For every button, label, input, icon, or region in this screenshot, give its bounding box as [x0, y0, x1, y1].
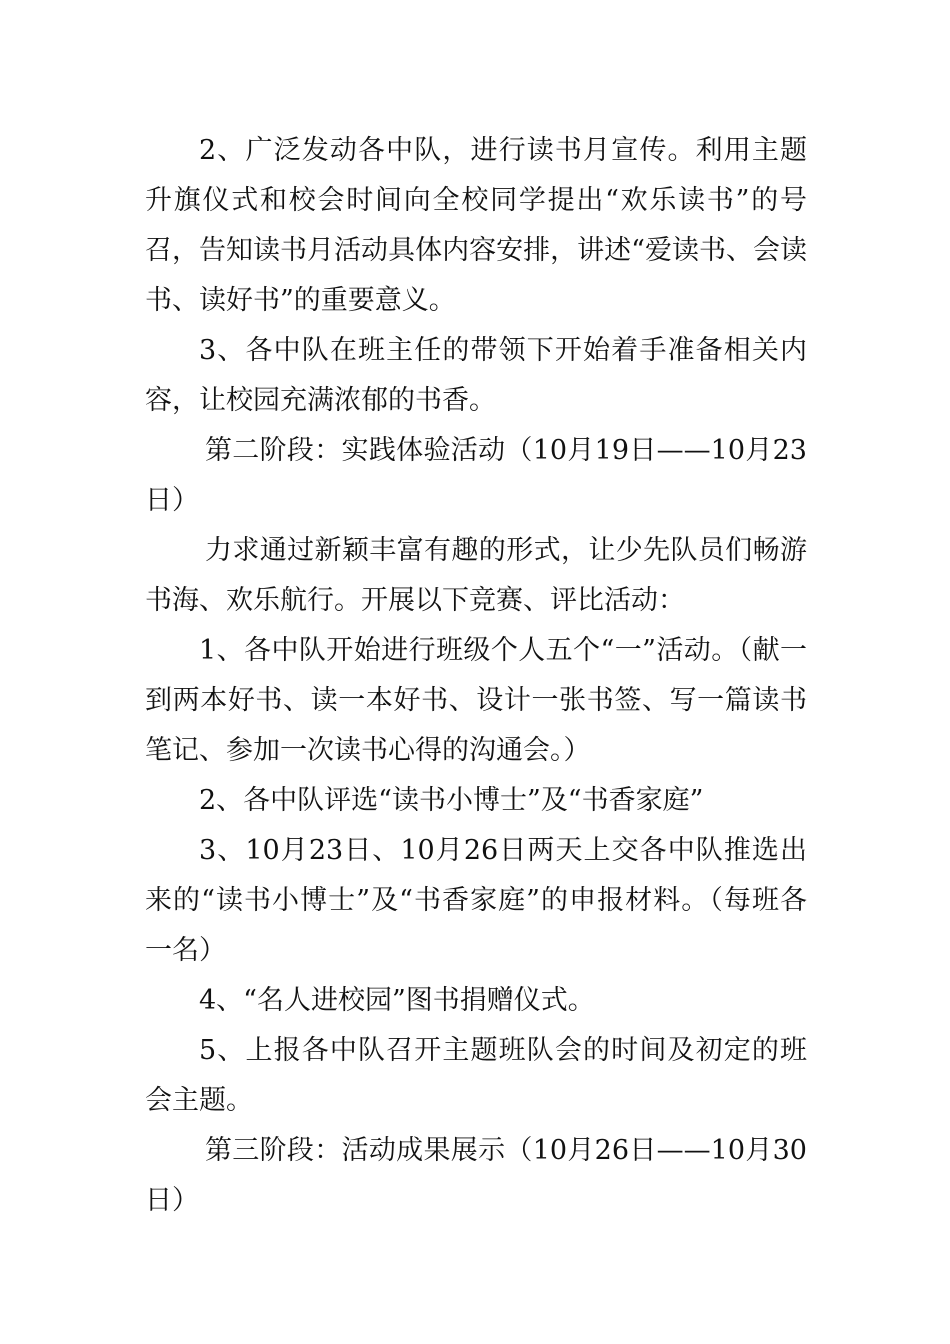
document-body [145, 126, 807, 1226]
stage-two-heading: 第二阶段：实践体验活动（10月19日——10月23日） [145, 435, 807, 516]
paragraph-stage-two-intro: 力求通过新颖丰富有趣的形式，让少先队员们畅游书海、欢乐航行。开展以下竞赛、评比活动： [145, 535, 807, 616]
paragraph-publicity: 2、广泛发动各中队，进行读书月宣传。利用主题升旗仪式和校会时间向全校同学提出“欢乐读书”的号召，告知读书月活动具体内容安排，讲述“爱读书、会读书、读好书”的重要意义。 [145, 135, 807, 316]
paragraph-preparation: 3、各中队在班主任的带领下开始着手准备相关内容，让校园充满浓郁的书香。 [145, 335, 807, 416]
paragraph-submission: 3、10月23日、10月26日两天上交各中队推选出来的“读书小博士”及“书香家庭”的申报材料。（每班各一名） [145, 835, 807, 966]
paragraph-selection: 2、各中队评选“读书小博士”及“书香家庭” [199, 785, 704, 816]
paragraph-class-meeting: 5、上报各中队召开主题班队会的时间及初定的班会主题。 [145, 1035, 807, 1116]
paragraph-five-ones: 1、各中队开始进行班级个人五个“一”活动。（献一到两本好书、读一本好书、设计一张书签、写一篇读书笔记、参加一次读书心得的沟通会。） [145, 635, 807, 766]
paragraph-donation: 4、“名人进校园”图书捐赠仪式。 [199, 985, 595, 1016]
stage-three-heading: 第三阶段：活动成果展示（10月26日——10月30日） [145, 1135, 807, 1216]
